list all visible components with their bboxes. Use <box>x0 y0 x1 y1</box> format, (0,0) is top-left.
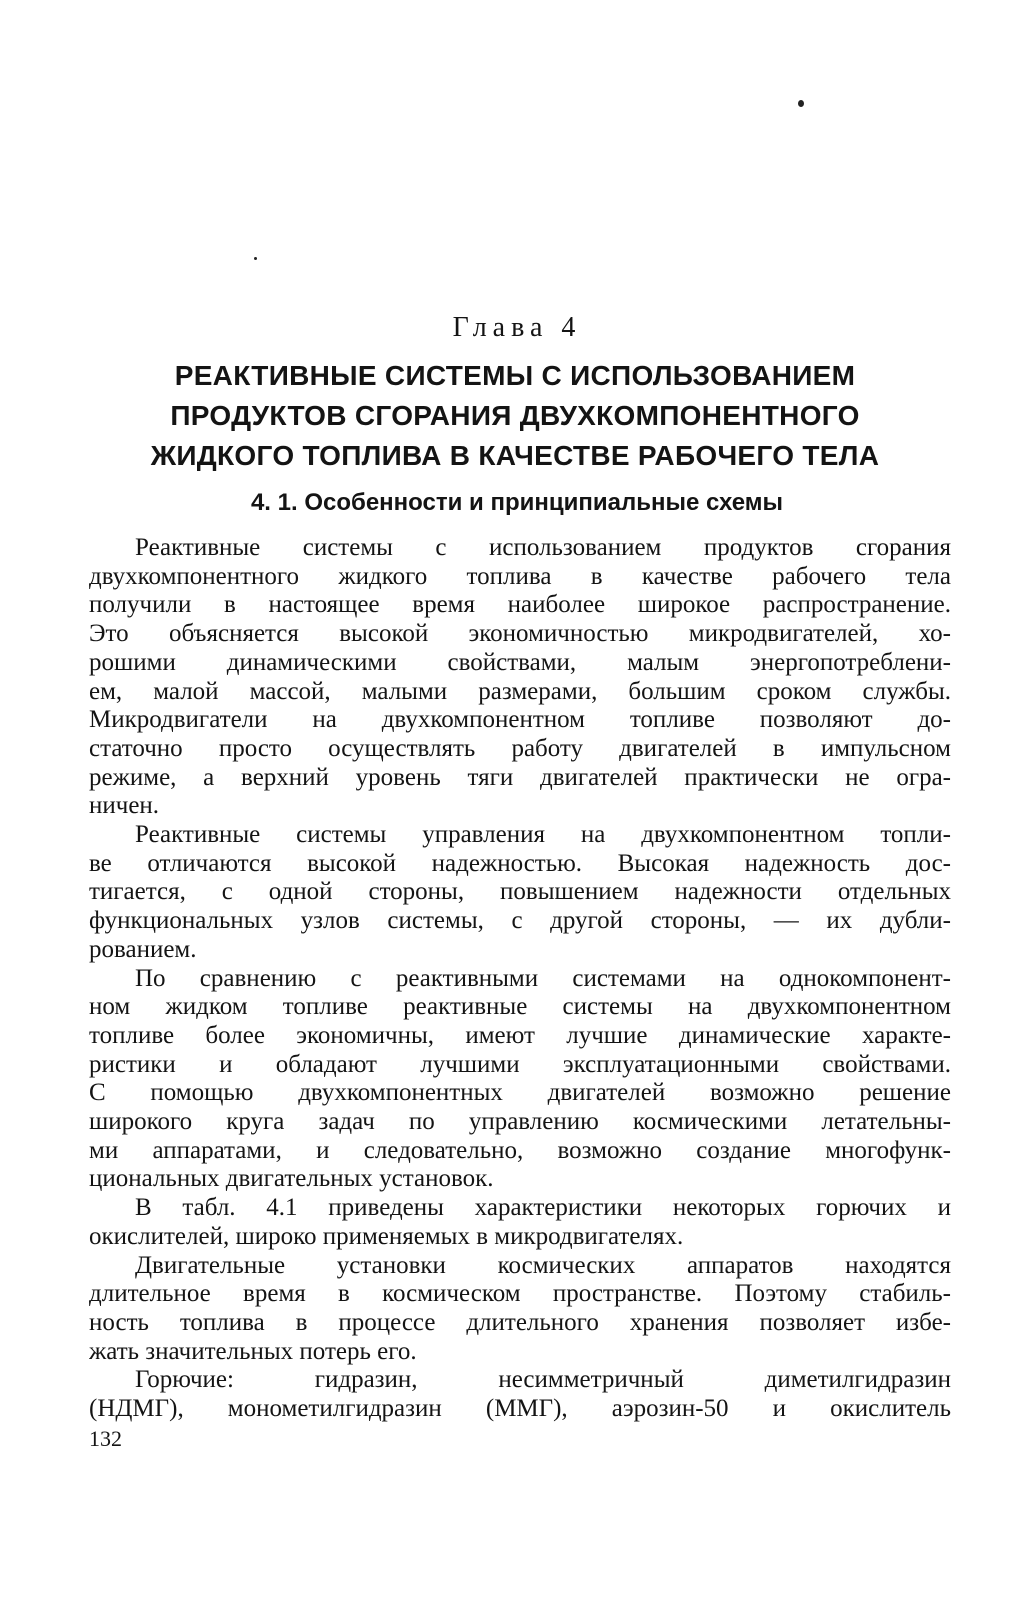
text-line: циональных двигательных установок. <box>89 1165 494 1193</box>
paragraph <box>89 1252 951 1367</box>
chapter-label: Глава 4 <box>452 312 582 343</box>
text-line: режиме, а верхний уровень тяги двигателей практически не огра- <box>89 763 951 791</box>
text-line: жать значительных потерь его. <box>89 1337 417 1365</box>
body-text <box>89 534 951 1424</box>
scan-speck <box>254 257 257 260</box>
text-line: (НДМГ), монометилгидразин (ММГ), аэрозин-50 и окислитель <box>89 1395 951 1423</box>
paragraph <box>89 1366 951 1423</box>
text-line: ность топлива в процессе длительного хранения позволяет избе- <box>89 1308 951 1336</box>
chapter-title-line: РЕАКТИВНЫЕ СИСТЕМЫ С ИСПОЛЬЗОВАНИЕМ <box>174 360 856 391</box>
text-line: Горючие: гидразин, несимметричный диметилгидразин <box>135 1366 951 1394</box>
text-line: Реактивные системы управления на двухкомпонентном топли- <box>135 821 951 849</box>
text-line: ничен. <box>89 792 160 820</box>
text-line: ми аппаратами, и следовательно, возможно создание многофунк- <box>89 1136 951 1164</box>
text-line: Это объясняется высокой экономичностью микродвигателей, хо- <box>89 620 951 648</box>
paragraph <box>89 965 951 1195</box>
text-line: окислителей, широко применяемых в микродвигателях. <box>89 1222 684 1250</box>
text-line: Микродвигатели на двухкомпонентном топливе позволяют до- <box>89 706 951 734</box>
text-line: топливе более экономичны, имеют лучшие динамические характе- <box>89 1021 951 1049</box>
text-line: длительное время в космическом пространстве. Поэтому стабиль- <box>89 1280 951 1308</box>
text-line: Двигательные установки космических аппаратов находятся <box>135 1251 951 1279</box>
text-line: рованием. <box>89 935 197 963</box>
text-line: рошими динамическими свойствами, малым энергопотреблени- <box>89 648 951 676</box>
paragraph <box>89 534 951 821</box>
text-line: ристики и обладают лучшими эксплуатационными свойствами. <box>89 1050 951 1078</box>
text-line: По сравнению с реактивными системами на однокомпонент- <box>135 964 951 992</box>
text-line: ве отличаются высокой надежностью. Высокая надежность дос- <box>89 849 951 877</box>
text-line: ном жидком топливе реактивные системы на двухкомпонентном <box>89 993 951 1021</box>
text-line: Реактивные системы с использованием продуктов сгорания <box>135 534 951 561</box>
chapter-title-line: ПРОДУКТОВ СГОРАНИЯ ДВУХКОМПОНЕНТНОГО <box>170 400 860 431</box>
text-line: статочно просто осуществлять работу двигателей в импульсном <box>89 734 951 762</box>
text-line: С помощью двухкомпонентных двигателей возможно решение <box>89 1079 951 1107</box>
text-line: тигается, с одной стороны, повышением надежности отдельных <box>89 878 951 906</box>
scan-speck <box>798 100 804 107</box>
paragraph <box>89 1194 951 1251</box>
text-line: широкого круга задач по управлению космическими летательны- <box>89 1108 951 1136</box>
chapter-title-line: ЖИДКОГО ТОПЛИВА В КАЧЕСТВЕ РАБОЧЕГО ТЕЛА <box>150 440 880 471</box>
chapter-title <box>130 356 900 476</box>
section-title: 4. 1. Особенности и принципиальные схемы <box>250 489 784 516</box>
text-line: двухкомпонентного жидкого топлива в качестве рабочего тела <box>89 562 951 590</box>
text-line: ем, малой массой, малыми размерами, большим сроком службы. <box>89 677 951 705</box>
text-line: функциональных узлов системы, с другой стороны, — их дубли- <box>89 907 951 935</box>
page-number: 132 <box>89 1426 122 1451</box>
text-line: получили в настоящее время наиболее широкое распространение. <box>89 591 951 619</box>
paragraph <box>89 821 951 965</box>
text-line: В табл. 4.1 приведены характеристики некоторых горючих и <box>135 1194 951 1222</box>
